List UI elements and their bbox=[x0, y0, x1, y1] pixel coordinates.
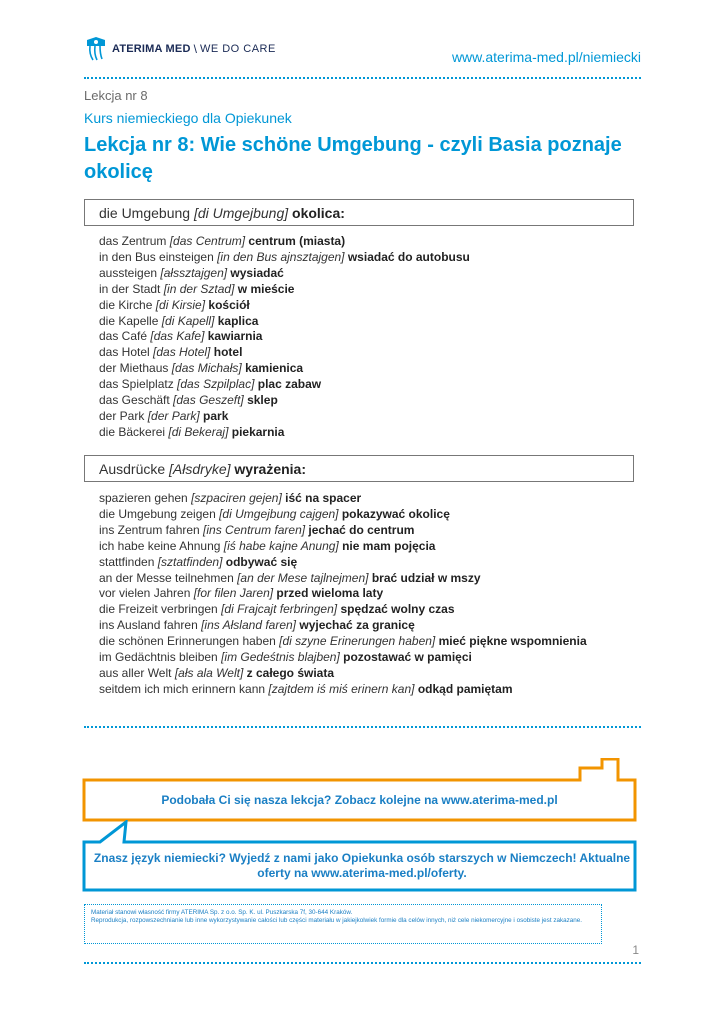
vocab-german: spazieren gehen bbox=[99, 491, 192, 505]
vocab-item bbox=[99, 282, 470, 298]
vocab-item bbox=[99, 250, 470, 266]
vocab-pronunciation: [di szyne Erinerungen haben] bbox=[279, 634, 436, 649]
vocab-german: das Geschäft bbox=[99, 393, 174, 408]
vocab-item bbox=[99, 523, 587, 539]
blue-banner-line-2: oferty na www.aterima-med.pl/oferty. bbox=[257, 866, 467, 880]
section-heading-umgebung bbox=[84, 199, 634, 226]
vocab-polish: kamienica bbox=[241, 361, 304, 376]
vocab-german: die Kapelle bbox=[99, 313, 162, 328]
vocab-german: der Park bbox=[99, 408, 148, 423]
content-divider bbox=[84, 726, 641, 728]
vocab-german: das Hotel bbox=[99, 345, 154, 360]
vocab-list-ausdruecke bbox=[99, 491, 587, 698]
vocab-pronunciation: [das Centrum] bbox=[169, 234, 246, 248]
vocab-pronunciation: [zajtdem iś miś erinern kan] bbox=[268, 681, 415, 696]
header-divider bbox=[84, 77, 641, 79]
vocab-polish: wsiadać do autobusu bbox=[344, 249, 470, 264]
vocab-polish: kaplica bbox=[214, 313, 259, 328]
orange-banner-text[interactable]: Podobała Ci się nasza lekcja? Zobacz kolejne na www.aterima-med.pl bbox=[161, 793, 558, 807]
footer-divider bbox=[84, 962, 641, 964]
vocab-item bbox=[99, 329, 470, 345]
vocab-german: die Kirche bbox=[99, 297, 156, 312]
vocab-item bbox=[99, 682, 587, 698]
vocab-pronunciation: [das Geszeft] bbox=[173, 393, 244, 408]
vocab-item bbox=[99, 361, 470, 377]
lesson-label: Lekcja nr 8 bbox=[84, 88, 148, 103]
vocab-pronunciation: [das Szpilplac] bbox=[177, 377, 255, 392]
vocab-item bbox=[99, 377, 470, 393]
vocab-pronunciation: [for filen Jaren] bbox=[193, 586, 274, 601]
vocab-polish: z całego świata bbox=[243, 665, 334, 680]
vocab-german: vor vielen Jahren bbox=[99, 586, 194, 601]
heading-pronunciation: [di Umgejbung] bbox=[193, 205, 289, 221]
vocab-polish: pokazywać okolicę bbox=[338, 506, 450, 521]
vocab-german: in den Bus einsteigen bbox=[99, 249, 218, 264]
vocab-item bbox=[99, 618, 587, 634]
vocab-pronunciation: [im Gedeśtnis blajben] bbox=[221, 650, 340, 665]
vocab-pronunciation: [in den Bus ajnsztajgen] bbox=[217, 249, 345, 264]
vocab-item bbox=[99, 425, 470, 441]
heading-polish: okolica: bbox=[288, 205, 345, 221]
vocab-pronunciation: [ins Centrum faren] bbox=[203, 522, 306, 537]
vocab-polish: odkąd pamiętam bbox=[414, 681, 513, 696]
vocab-german: im Gedächtnis bleiben bbox=[99, 650, 222, 665]
vocab-pronunciation: [das Kafe] bbox=[150, 329, 205, 344]
vocab-pronunciation: [di Bekeraj] bbox=[168, 424, 229, 439]
vocab-pronunciation: [szpaciren gejen] bbox=[191, 491, 282, 505]
vocab-pronunciation: [iś habe kajne Anung] bbox=[223, 538, 339, 553]
vocab-polish: mieć piękne wspomnienia bbox=[435, 634, 587, 649]
vocab-german: ins Ausland fahren bbox=[99, 618, 202, 633]
vocab-list-umgebung bbox=[99, 234, 470, 441]
vocab-german: das Café bbox=[99, 329, 151, 344]
vocab-item bbox=[99, 298, 470, 314]
vocab-polish: centrum (miasta) bbox=[245, 234, 346, 248]
copyright-line-1: Materiał stanowi własność firmy ATERIMA Sp. z o.o. Sp. K. ul. Puszkarska 7f, 30-644 Kraków. bbox=[91, 909, 353, 916]
vocab-pronunciation: [sztatfinden] bbox=[157, 554, 223, 569]
blue-banner-line-1: Znasz język niemiecki? Wyjedź z nami jako Opiekunka osób starszych w Niemczech! Aktualne bbox=[93, 851, 631, 865]
vocab-item bbox=[99, 507, 587, 523]
vocab-german: in der Stadt bbox=[99, 281, 164, 296]
vocab-item bbox=[99, 666, 587, 682]
vocab-pronunciation: [ins Ałsland faren] bbox=[201, 618, 297, 633]
vocab-polish: spędzać wolny czas bbox=[337, 602, 455, 617]
vocab-german: ins Zentrum fahren bbox=[99, 522, 204, 537]
vocab-german: die Bäckerei bbox=[99, 424, 169, 439]
vocab-german: aussteigen bbox=[99, 265, 161, 280]
course-name: Kurs niemieckiego dla Opiekunek bbox=[84, 110, 292, 126]
copyright-notice bbox=[84, 904, 602, 944]
vocab-german: die schönen Erinnerungen haben bbox=[99, 634, 280, 649]
vocab-pronunciation: [das Michałs] bbox=[171, 361, 242, 376]
vocab-item bbox=[99, 555, 587, 571]
vocab-polish: odbywać się bbox=[222, 554, 298, 569]
vocab-pronunciation: [di Kirsie] bbox=[155, 297, 206, 312]
vocab-polish: w mieście bbox=[234, 281, 295, 296]
vocab-item bbox=[99, 314, 470, 330]
vocab-polish: hotel bbox=[210, 345, 243, 360]
logo-name: ATERIMA MED bbox=[112, 43, 191, 55]
vocab-polish: wyjechać za granicę bbox=[296, 618, 415, 633]
vocab-item bbox=[99, 266, 470, 282]
vocab-item bbox=[99, 650, 587, 666]
vocab-german: die Freizeit verbringen bbox=[99, 602, 222, 617]
heading-german: die Umgebung bbox=[99, 205, 194, 221]
vocab-polish: jechać do centrum bbox=[305, 522, 415, 537]
vocab-polish: pozostawać w pamięci bbox=[339, 650, 472, 665]
vocab-german: das Spielplatz bbox=[99, 377, 178, 392]
blue-banner-text[interactable] bbox=[88, 851, 636, 881]
heading-german: Ausdrücke bbox=[99, 461, 170, 477]
vocab-pronunciation: [in der Sztad] bbox=[163, 281, 235, 296]
vocab-pronunciation: [an der Mese tajlnejmen] bbox=[237, 570, 369, 585]
vocab-polish: brać udział w mszy bbox=[368, 570, 481, 585]
vocab-pronunciation: [di Frajcajt ferbringen] bbox=[221, 602, 338, 617]
vocab-german: der Miethaus bbox=[99, 361, 172, 376]
vocab-polish: iść na spacer bbox=[281, 491, 362, 505]
vocab-pronunciation: [der Park] bbox=[147, 408, 200, 423]
vocab-item bbox=[99, 602, 587, 618]
vocab-item bbox=[99, 393, 470, 409]
vocab-polish: kościół bbox=[205, 297, 250, 312]
site-url-link[interactable]: www.aterima-med.pl/niemiecki bbox=[451, 49, 641, 65]
vocab-item bbox=[99, 634, 587, 650]
vocab-german: an der Messe teilnehmen bbox=[99, 570, 238, 585]
logo-tagline: WE DO CARE bbox=[199, 43, 276, 55]
vocab-item bbox=[99, 234, 470, 250]
vocab-german: die Umgebung zeigen bbox=[99, 506, 220, 521]
vocab-item bbox=[99, 491, 587, 507]
orange-speech-banner-shape bbox=[80, 758, 640, 824]
vocab-polish: wysiadać bbox=[227, 265, 284, 280]
vocab-polish: plac zabaw bbox=[254, 377, 322, 392]
heading-pronunciation: [Ałsdryke] bbox=[169, 461, 231, 477]
vocab-item bbox=[99, 586, 587, 602]
aterima-logo-icon bbox=[84, 36, 108, 62]
copyright-line-2: Reprodukcja, rozpowszechnianie lub inne wykorzystywanie całości lub części materiału w jakiejkolwiek formie dla celów innych, niż cele niekomercyjne i osobiste jest zakazane. bbox=[91, 917, 583, 924]
vocab-item bbox=[99, 539, 587, 555]
heading-polish: wyrażenia: bbox=[230, 461, 306, 477]
vocab-polish: park bbox=[199, 408, 229, 423]
vocab-german: stattfinden bbox=[99, 554, 158, 569]
logo-separator: \ bbox=[193, 42, 197, 56]
vocab-pronunciation: [ałs ala Welt] bbox=[174, 665, 244, 680]
vocab-polish: przed wieloma laty bbox=[273, 586, 384, 601]
vocab-item bbox=[99, 345, 470, 361]
vocab-item bbox=[99, 571, 587, 587]
vocab-pronunciation: [das Hotel] bbox=[153, 345, 211, 360]
vocab-pronunciation: [di Umgejbung cajgen] bbox=[219, 506, 339, 521]
page-title: Lekcja nr 8: Wie schöne Umgebung - czyli Basia poznaje okolicę bbox=[84, 134, 622, 183]
brand-logo bbox=[84, 34, 276, 64]
section-heading-ausdruecke bbox=[84, 455, 634, 482]
vocab-polish: piekarnia bbox=[228, 424, 285, 439]
vocab-pronunciation: [di Kapell] bbox=[161, 313, 215, 328]
vocab-german: ich habe keine Ahnung bbox=[99, 538, 224, 553]
vocab-pronunciation: [ałssztajgen] bbox=[160, 265, 228, 280]
page-number: 1 bbox=[632, 943, 639, 957]
vocab-german: seitdem ich mich erinnern kann bbox=[99, 681, 269, 696]
vocab-item bbox=[99, 409, 470, 425]
vocab-german: das Zentrum bbox=[99, 234, 170, 248]
vocab-polish: kawiarnia bbox=[204, 329, 263, 344]
vocab-polish: nie mam pojęcia bbox=[338, 538, 436, 553]
vocab-german: aus aller Welt bbox=[99, 665, 175, 680]
vocab-polish: sklep bbox=[243, 393, 278, 408]
